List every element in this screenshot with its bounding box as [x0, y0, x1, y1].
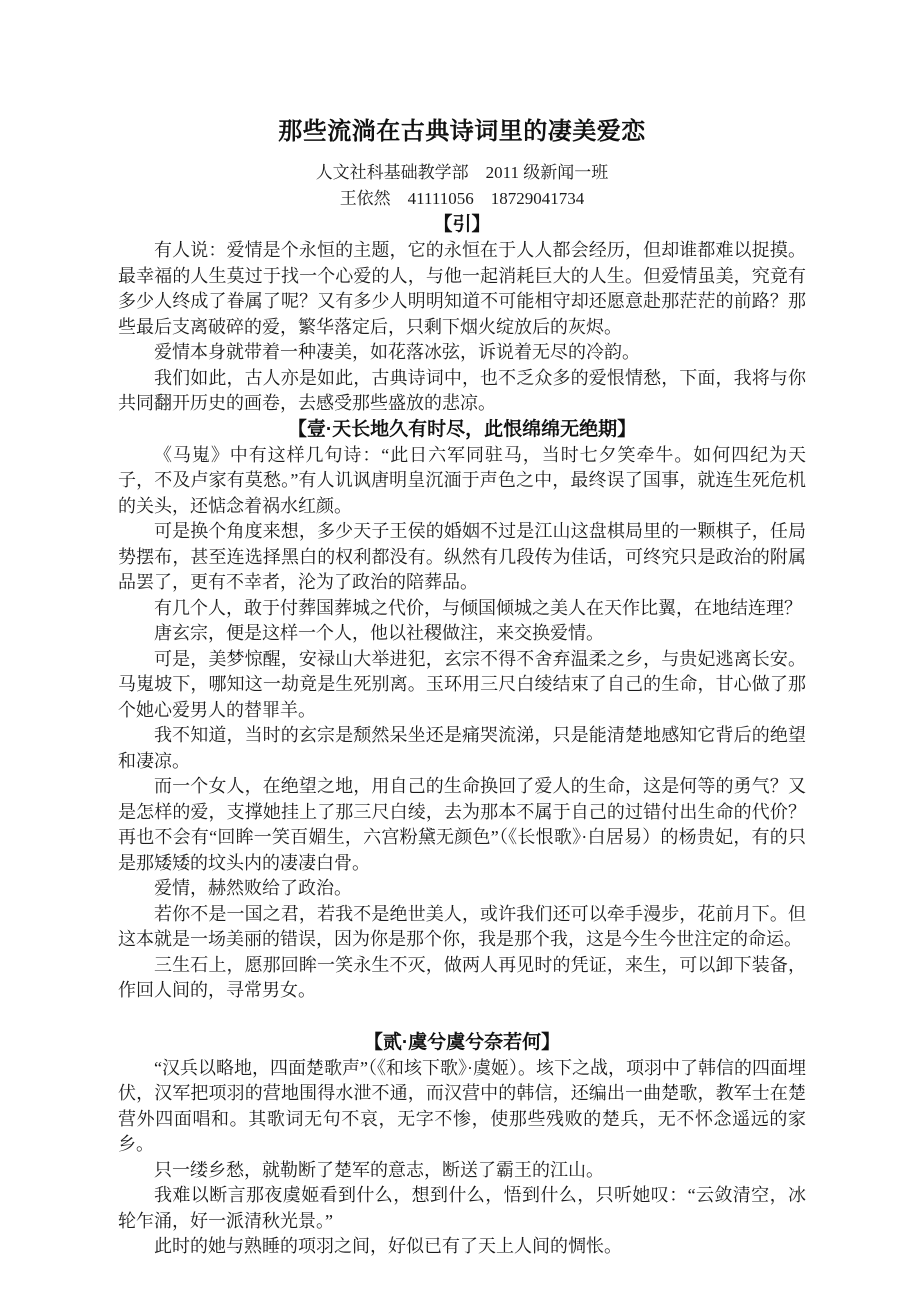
paragraph: 而一个女人，在绝望之地，用自己的生命换回了爱人的生命，这是何等的勇气？又是怎样的爱，支撑她挂上了那三尺白绫，去为那本不属于自己的过错付出生命的代价？再也不会有“回眸一笑百媚生，六宫粉黛无颜色”（《长恨歌》·白居易）的杨贵妃，有的只是那矮矮的坟头内的凄凄白骨。 — [118, 776, 806, 873]
paragraph: 三生石上，愿那回眸一笑永生不灭，做两人再见时的凭证，来生，可以卸下装备，作回人间的，寻常男女。 — [118, 954, 806, 1000]
byline-author: 王依然 41111056 18729041734 — [339, 189, 585, 208]
paragraph: 有几个人，敢于付葬国葬城之代价，与倾国倾城之美人在天作比翼，在地结连理？ — [154, 597, 802, 618]
paragraph: 只一缕乡愁，就勒断了楚军的意志，断送了霸王的江山。 — [154, 1159, 604, 1180]
document-body — [118, 212, 806, 1260]
paragraph: 有人说：爱情是个永恒的主题，它的永恒在于人人都会经历，但却谁都难以捉摸。最幸福的人生莫过于找一个心爱的人，与他一起消耗巨大的人生。但爱情虽美，究竟有多少人终成了眷属了呢？又有多少人明明知道不可能相守却还愿意赴那茫茫的前路？那些最后支离破碎的爱，繁华落定后，只剩下烟火绽放后的灰烬。 — [118, 240, 806, 337]
paragraph: 我不知道，当时的玄宗是颓然呆坐还是痛哭流涕，只是能清楚地感知它背后的绝望和凄凉。 — [118, 725, 806, 771]
paragraph: “汉兵以略地，四面楚歌声”（《和垓下歌》·虞姬）。垓下之战，项羽中了韩信的四面埋伏，汉军把项羽的营地围得水泄不通，而汉营中的韩信，还编出一曲楚歌，教军士在楚营外四面唱和。其歌词无句不哀，无字不惨，使那些残败的楚兵，无不怀念遥远的家乡。 — [118, 1057, 806, 1154]
paragraph: 此时的她与熟睡的项羽之间，好似已有了天上人间的惆怅。 — [154, 1236, 622, 1256]
section-heading: 【引】 — [433, 214, 491, 235]
paragraph: 唐玄宗，便是这样一个人，他以社稷做注，来交换爱情。 — [154, 623, 604, 643]
paragraph: 我难以断言那夜虞姬看到什么，想到什么，悟到什么，只听她叹：“云敛清空，冰轮乍涌，好一派清秋光景。” — [118, 1185, 806, 1231]
paragraph: 我们如此，古人亦是如此，古典诗词中，也不乏众多的爱恨情愁，下面，我将与你共同翻开历史的画卷，去感受那些盛放的悲凉。 — [118, 367, 806, 413]
paragraph: 若你不是一国之君，若我不是绝世美人，或许我们还可以牵手漫步，花前月下。但这本就是一场美丽的错误，因为你是那个你，我是那个我，这是今生今世注定的命运。 — [118, 903, 806, 949]
paragraph: 爱情，赫然败给了政治。 — [154, 878, 352, 898]
section-heading: 【贰·虞兮虞兮奈若何】 — [363, 1031, 561, 1053]
paragraph: 爱情本身就带着一种凄美，如花落冰弦，诉说着无尽的冷韵。 — [154, 342, 640, 362]
section-heading: 【壹·天长地久有时尽，此恨绵绵无绝期】 — [287, 418, 637, 440]
paragraph: 可是换个角度来想，多少天子王侯的婚姻不过是江山这盘棋局里的一颗棋子，任局势摆布，甚至连选择黑白的权利都没有。纵然有几段传为佳话，可终究只是政治的附属品罢了，更有不幸者，沦为了政治的陪葬品。 — [118, 521, 806, 592]
page-title: 那些流淌在古典诗词里的凄美爱恋 — [278, 118, 646, 145]
paragraph: 《马嵬》中有这样几句诗：“此日六军同驻马，当时七夕笑牵牛。如何四纪为天子，不及卢家有莫愁。”有人讥讽唐明皇沉湎于声色之中，最终误了国事，就连生死危机的关头，还惦念着祸水红颜。 — [118, 444, 806, 516]
byline-department: 人文社科基础教学部 2011 级新闻一班 — [315, 163, 609, 182]
paragraph: 可是，美梦惊醒，安禄山大举进犯，玄宗不得不舍弃温柔之乡，与贵妃逃离长安。马嵬坡下，哪知这一劫竟是生死别离。玉环用三尺白绫结束了自己的生命，甘心做了那个她心爱男人的替罪羊。 — [118, 648, 806, 720]
